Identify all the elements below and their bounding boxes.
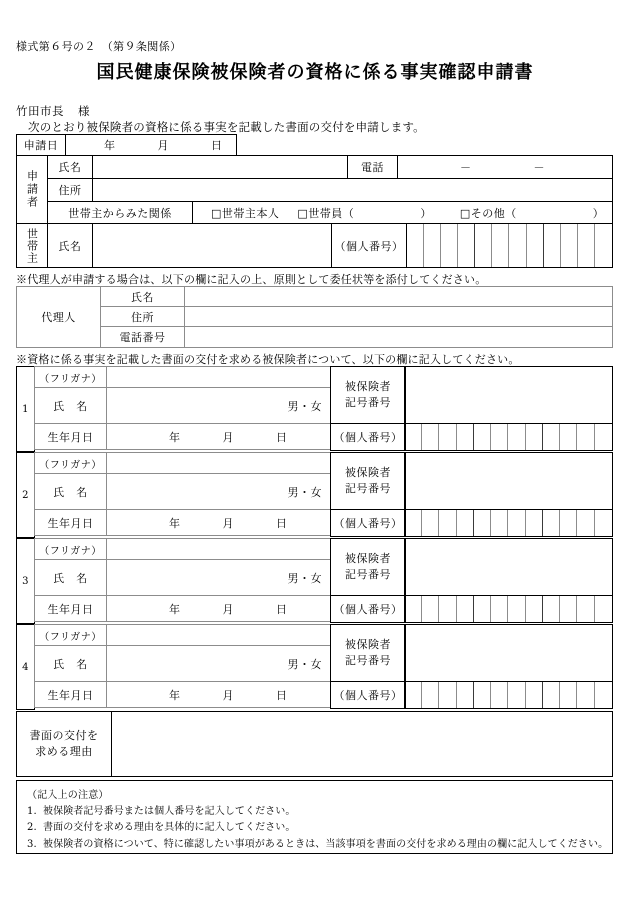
relationship-other-close: ） — [592, 206, 605, 220]
insured-mynumber-label: （個人番号） — [330, 423, 406, 451]
insured-symbol-label-line2: 記号番号 — [345, 654, 391, 667]
mynumber-cell[interactable] — [491, 424, 508, 450]
addressee — [16, 103, 90, 119]
insured-name-input[interactable] — [106, 473, 331, 510]
phone-dash-1: － — [460, 161, 472, 174]
insured-row-index: 4 — [16, 624, 35, 710]
insured-symbol-label-line1: 被保険者 — [345, 551, 391, 565]
insured-row-index: 2 — [16, 452, 35, 538]
mynumber-cell[interactable] — [508, 596, 525, 622]
reason-input[interactable] — [111, 711, 613, 777]
insured-symbol-label — [330, 538, 406, 596]
mynumber-cell[interactable] — [560, 682, 577, 708]
furigana-label: （フリガナ） — [34, 366, 107, 388]
gender-label: 男・女 — [287, 657, 322, 671]
mynumber-cell[interactable] — [491, 596, 508, 622]
mynumber-cell[interactable] — [577, 596, 594, 622]
insured-symbol-label-line1: 被保険者 — [345, 379, 391, 393]
mynumber-cell[interactable] — [474, 424, 491, 450]
birthdate-label: 生年月日 — [34, 509, 107, 536]
applicant-label: 申請者 — [16, 155, 48, 224]
mynumber-cell[interactable] — [422, 510, 439, 536]
mynumber-cell[interactable] — [526, 424, 543, 450]
householder-label: 世帯主 — [16, 223, 48, 268]
instructions-box — [16, 780, 613, 854]
birth-month-label: 月 — [222, 602, 234, 616]
insured-mynumber-label: （個人番号） — [330, 509, 406, 537]
mynumber-cell[interactable] — [560, 424, 577, 450]
birth-year-label: 年 — [169, 430, 181, 444]
instructions-list — [27, 804, 609, 853]
gender-label: 男・女 — [287, 399, 322, 413]
mynumber-cell[interactable] — [543, 510, 560, 536]
mynumber-cell[interactable] — [457, 596, 474, 622]
mynumber-cell[interactable] — [561, 224, 578, 267]
mynumber-cell[interactable] — [526, 682, 543, 708]
mynumber-cell[interactable] — [439, 510, 456, 536]
furigana-input[interactable] — [106, 452, 331, 474]
instruction-text: 被保険者記号番号または個人番号を記入してください。 — [43, 806, 296, 818]
applicant-phone-input[interactable] — [397, 155, 613, 179]
date-month-label: 月 — [157, 139, 169, 152]
insured-symbol-label-line2: 記号番号 — [345, 568, 391, 581]
mynumber-cell[interactable] — [441, 224, 458, 267]
insured-row-index: 1 — [16, 366, 35, 452]
mynumber-cell[interactable] — [474, 682, 491, 708]
instruction-number: 2. — [27, 822, 37, 834]
insured-symbol-label-line2: 記号番号 — [345, 482, 391, 495]
mynumber-cell[interactable] — [595, 510, 612, 536]
mynumber-cell[interactable] — [474, 510, 491, 536]
mynumber-cell[interactable] — [543, 596, 560, 622]
mynumber-cell[interactable] — [492, 224, 509, 267]
relationship-member-close: ） — [420, 206, 432, 220]
birth-day-label: 日 — [276, 430, 288, 444]
birth-year-label: 年 — [169, 602, 181, 616]
application-date-input[interactable] — [65, 134, 237, 156]
mynumber-cell[interactable] — [543, 424, 560, 450]
mynumber-cell[interactable] — [474, 596, 491, 622]
mynumber-cell[interactable] — [475, 224, 492, 267]
mynumber-cell[interactable] — [508, 424, 525, 450]
intro-sentence: 次のとおり被保険者の資格に係る事実を記載した書面の交付を申請します。 — [28, 120, 425, 134]
addressee-honorific: 様 — [78, 104, 90, 118]
agent-note: ※代理人が申請する場合は、以下の欄に記入の上、原則として委任状等を添付してください。 — [16, 273, 487, 286]
relationship-option-self[interactable] — [211, 205, 279, 221]
mynumber-cell[interactable] — [526, 510, 543, 536]
insured-mynumber-label: （個人番号） — [330, 681, 406, 709]
mynumber-cell[interactable] — [439, 424, 456, 450]
mynumber-cell[interactable] — [577, 682, 594, 708]
instruction-item — [27, 820, 604, 836]
instruction-item — [27, 804, 604, 820]
birth-month-label: 月 — [222, 516, 234, 530]
mynumber-cell[interactable] — [458, 224, 475, 267]
insured-name-input[interactable] — [106, 559, 331, 596]
mynumber-cell[interactable] — [560, 510, 577, 536]
furigana-input[interactable] — [106, 366, 331, 388]
page-title: 国民健康保険被保険者の資格に係る事実確認申請書 — [96, 62, 534, 83]
insured-mynumber-label: （個人番号） — [330, 595, 406, 623]
mynumber-cell[interactable] — [595, 682, 612, 708]
mynumber-cell[interactable] — [491, 510, 508, 536]
mynumber-cell[interactable] — [526, 596, 543, 622]
mynumber-cell[interactable] — [405, 596, 422, 622]
mynumber-cells[interactable] — [405, 682, 612, 708]
relationship-label: 世帯主からみた関係 — [47, 201, 193, 224]
agent-phone-label: 電話番号 — [100, 326, 185, 348]
applicant-phone-label: 電話 — [347, 155, 398, 179]
addressee-name: 竹田市長 — [16, 104, 64, 118]
instruction-text: 被保険者の資格について、特に確認したい事項があるときは、当該事項を書面の交付を求める理由の欄に記入してください。 — [43, 838, 609, 850]
insured-name-label: 氏 名 — [34, 645, 107, 682]
birth-year-label: 年 — [169, 516, 181, 530]
birth-year-label: 年 — [169, 688, 181, 702]
mynumber-cell[interactable] — [491, 682, 508, 708]
insured-symbol-label-line1: 被保険者 — [345, 637, 391, 651]
mynumber-cell[interactable] — [508, 510, 525, 536]
householder-mynumber-boxes[interactable] — [406, 223, 613, 268]
mynumber-cell[interactable] — [407, 224, 424, 267]
insured-symbol-input[interactable] — [404, 624, 613, 682]
furigana-label: （フリガナ） — [34, 452, 107, 474]
insured-symbol-label — [330, 366, 406, 424]
checkbox-self[interactable]: □ — [211, 206, 222, 220]
insured-symbol-input[interactable] — [404, 366, 613, 424]
mynumber-cell[interactable] — [405, 510, 422, 536]
mynumber-cells[interactable] — [407, 224, 612, 267]
mynumber-cell[interactable] — [578, 224, 595, 267]
mynumber-cell[interactable] — [595, 596, 612, 622]
mynumber-cell[interactable] — [405, 424, 422, 450]
insured-symbol-label — [330, 624, 406, 682]
birthdate-input[interactable] — [106, 595, 331, 622]
mynumber-cell[interactable] — [595, 424, 612, 450]
checkbox-other[interactable]: □ — [459, 206, 471, 220]
mynumber-cell[interactable] — [457, 424, 474, 450]
insured-mynumber-boxes[interactable] — [404, 681, 613, 709]
insured-symbol-input[interactable] — [404, 538, 613, 596]
birthdate-input[interactable] — [106, 681, 331, 708]
birth-day-label: 日 — [276, 602, 288, 616]
mynumber-cell[interactable] — [543, 682, 560, 708]
instruction-item — [27, 837, 609, 853]
date-day-label: 日 — [211, 139, 223, 152]
birth-month-label: 月 — [222, 430, 234, 444]
insured-name-input[interactable] — [106, 387, 331, 424]
reason-label-line1: 書面の交付を — [29, 728, 99, 742]
mynumber-cell[interactable] — [422, 682, 439, 708]
mynumber-cell[interactable] — [457, 510, 474, 536]
relationship-member-label: 世帯員（ — [308, 206, 355, 220]
furigana-input[interactable] — [106, 538, 331, 560]
relationship-option-other[interactable] — [460, 205, 517, 221]
householder-name-input[interactable] — [92, 223, 332, 268]
applicant-address-label: 住所 — [47, 178, 93, 202]
form-code: 様式第６号の２ （第９条関係） — [16, 40, 182, 53]
mynumber-cell[interactable] — [422, 424, 439, 450]
mynumber-cell[interactable] — [544, 224, 561, 267]
instruction-number: 3. — [27, 838, 37, 850]
mynumber-cell[interactable] — [508, 682, 525, 708]
birth-month-label: 月 — [222, 688, 234, 702]
birth-day-label: 日 — [276, 516, 288, 530]
relationship-options[interactable] — [192, 201, 613, 224]
mynumber-cells[interactable] — [405, 424, 612, 450]
date-year-label: 年 — [104, 139, 116, 152]
application-date-label: 申請日 — [16, 134, 66, 156]
insured-name-input[interactable] — [106, 645, 331, 682]
birthdate-label: 生年月日 — [34, 595, 107, 622]
mynumber-cell[interactable] — [560, 596, 577, 622]
birthdate-label: 生年月日 — [34, 681, 107, 708]
mynumber-cells[interactable] — [405, 510, 612, 536]
mynumber-cell[interactable] — [424, 224, 441, 267]
instruction-text: 書面の交付を求める理由を具体的に記入してください。 — [43, 822, 296, 834]
furigana-input[interactable] — [106, 624, 331, 646]
mynumber-cells[interactable] — [405, 596, 612, 622]
insured-row-index: 3 — [16, 538, 35, 624]
insured-mynumber-boxes[interactable] — [404, 509, 613, 537]
householder-mynumber-label: （個人番号） — [331, 223, 407, 268]
birthdate-input[interactable] — [106, 509, 331, 536]
gender-label: 男・女 — [287, 571, 322, 585]
furigana-label: （フリガナ） — [34, 538, 107, 560]
insured-mynumber-boxes[interactable] — [404, 595, 613, 623]
reason-label-line2: 求める理由 — [35, 745, 93, 758]
agent-name-label: 氏名 — [100, 286, 185, 307]
insured-mynumber-boxes[interactable] — [404, 423, 613, 451]
insured-name-label: 氏 名 — [34, 387, 107, 424]
applicant-name-label: 氏名 — [47, 155, 93, 179]
agent-label: 代理人 — [16, 286, 101, 348]
agent-address-label: 住所 — [100, 306, 185, 327]
mynumber-cell[interactable] — [405, 682, 422, 708]
mynumber-cell[interactable] — [439, 682, 456, 708]
insured-symbol-label-line2: 記号番号 — [345, 396, 391, 409]
mynumber-cell[interactable] — [577, 510, 594, 536]
mynumber-cell[interactable] — [595, 224, 612, 267]
insured-symbol-input[interactable] — [404, 452, 613, 510]
furigana-label: （フリガナ） — [34, 624, 107, 646]
insured-note: ※資格に係る事実を記載した書面の交付を求める被保険者について、以下の欄に記入してください。 — [16, 353, 520, 366]
birthdate-label: 生年月日 — [34, 423, 107, 450]
mynumber-cell[interactable] — [457, 682, 474, 708]
agent-name-input[interactable] — [184, 286, 613, 307]
instructions-title: （記入上の注意） — [27, 790, 109, 801]
relationship-other-label: その他（ — [470, 206, 517, 220]
householder-name-label: 氏名 — [47, 223, 93, 268]
mynumber-cell[interactable] — [509, 224, 526, 267]
applicant-name-input[interactable] — [92, 155, 348, 179]
gender-label: 男・女 — [287, 485, 322, 499]
insured-symbol-label-line1: 被保険者 — [345, 465, 391, 479]
birthdate-input[interactable] — [106, 423, 331, 450]
instruction-number: 1. — [27, 806, 37, 818]
checkbox-member[interactable]: □ — [297, 206, 309, 220]
applicant-address-input[interactable] — [92, 178, 613, 202]
insured-name-label: 氏 名 — [34, 559, 107, 596]
relationship-option-member[interactable] — [297, 205, 354, 221]
agent-phone-input[interactable] — [184, 326, 613, 348]
insured-name-label: 氏 名 — [34, 473, 107, 510]
mynumber-cell[interactable] — [439, 596, 456, 622]
relationship-self-label: 世帯主本人 — [221, 206, 280, 220]
agent-address-input[interactable] — [184, 306, 613, 327]
insured-symbol-label — [330, 452, 406, 510]
phone-dash-2: － — [533, 161, 545, 174]
mynumber-cell[interactable] — [577, 424, 594, 450]
mynumber-cell[interactable] — [527, 224, 544, 267]
birth-day-label: 日 — [276, 688, 288, 702]
reason-label — [16, 711, 112, 777]
mynumber-cell[interactable] — [422, 596, 439, 622]
